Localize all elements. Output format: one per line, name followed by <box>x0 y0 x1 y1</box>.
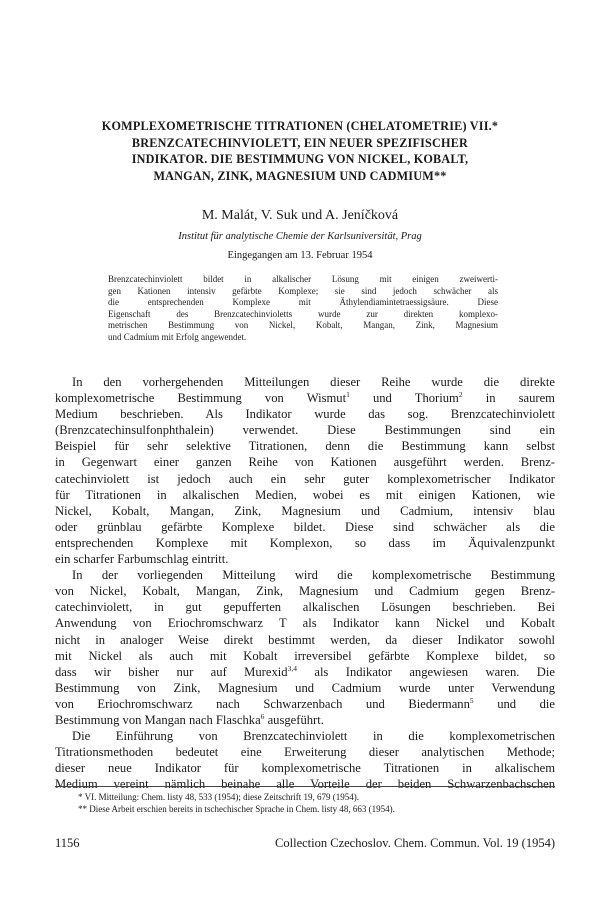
body-line: catechinviolett, in gut gepufferten alkalischen Lösungen beschrieben. Bei <box>55 600 555 615</box>
abstract-line: gen Kationen intensiv gefärbte Komplexe; sie sind jedoch schwächer als <box>108 285 498 296</box>
received-date: Eingegangen am 13. Februar 1954 <box>227 250 373 261</box>
body-line: nicht in analoger Weise direkt bestimmt werden, da dieser Indikator sowohl <box>55 632 555 647</box>
abstract-line: Eigenschaft des Brenzcatechinvioletts wurde zur direkten komplexo- <box>108 308 498 319</box>
text-run: Bestimmung von Mangan nach Flaschka <box>55 712 261 727</box>
title-line: KOMPLEXOMETRISCHE TITRATIONEN (CHELATOMETRIE) VII.* <box>101 119 499 133</box>
body-line: Medium vereint nämlich beinahe alle Vorteile der beiden Schwarzenbachschen <box>55 777 555 792</box>
body-line: In den vorhergehenden Mitteilungen dieser Reihe wurde die direkte <box>72 375 555 389</box>
body-line: Titrationsmethoden bedeutet eine Erweiterung dieser analytischen Methode; <box>55 745 555 760</box>
body-line: in Gegenwart einer ganzen Reihe von Kationen ausgeführt werden. Brenz- <box>55 455 555 470</box>
title-line: BRENZCATECHINVIOLETT, EIN NEUER SPEZIFISCHER <box>131 135 469 150</box>
text-run: in saurem <box>462 391 555 406</box>
body-line <box>55 390 555 406</box>
body-line <box>55 712 555 728</box>
body-line: Medium beschrieben. Als Indikator wurde das sog. Brenzcatechinviolett <box>55 407 555 422</box>
body-line: Die Einführung von Brenzcatechinviolett in die komplexometrischen <box>72 729 555 744</box>
footnote: ** Diese Arbeit erschien bereits in tschechischer Sprache in Chem. listy 48, 663 (1954). <box>78 804 395 814</box>
body-line: von Nickel, Kobalt, Mangan, Zink, Magnesium und Cadmium gegen Brenz- <box>55 584 555 599</box>
title-line: INDIKATOR. DIE BESTIMMUNG VON NICKEL, KOBALT, <box>131 152 469 166</box>
abstract-line: metrischen Bestimmung von Nickel, Kobalt, Mangan, Zink, Magnesium <box>108 320 498 330</box>
authors: M. Malát, V. Suk und A. Jeníčková <box>201 208 399 223</box>
abstract <box>108 274 498 343</box>
footnotes <box>78 791 548 815</box>
reference-sup: 5 <box>469 695 474 705</box>
body-line: oder grünblau gefärbte Komplexe bildet. Diese sind schwächer als die <box>55 519 555 534</box>
body-line: dieser neue Indikator für komplexometrische Titrationen in alkalischem <box>55 761 555 776</box>
body-line: ein scharfer Farbumschlag eintritt. <box>55 552 229 567</box>
text-run: ausgeführt. <box>264 712 324 727</box>
body-line: Anwendung von Eriochromschwarz T als Indikator kann Nickel und Kobalt <box>55 616 555 631</box>
text-run: und die <box>473 696 555 711</box>
reference-sup: 2 <box>458 390 463 400</box>
text-run: von Eriochromschwarz nach Schwarzenbach und Biedermann <box>55 696 470 711</box>
title-line: MANGAN, ZINK, MAGNESIUM UND CADMIUM** <box>153 168 447 183</box>
reference-sup: 6 <box>260 711 265 721</box>
text-run: als Indikator angewiesen waren. Die <box>296 664 555 679</box>
reference-sup: 3,4 <box>287 663 297 673</box>
body-line <box>55 696 555 712</box>
body-line: Beispiel für sehr selektive Titrationen, denn die Bestimmung kann selbst <box>55 439 555 454</box>
text-run: dass wir bisher nur auf Murexid <box>55 664 288 679</box>
text-run: komplexometrische Bestimmung von Wismut <box>55 391 347 406</box>
journal-citation: Collection Czechoslov. Chem. Commun. Vol. 19 (1954) <box>275 836 555 850</box>
body-line: In der vorliegenden Mitteilung wird die komplexometrische Bestimmung <box>72 568 555 583</box>
body-line: für Titrationen in alkalischen Medien, wobei es mit einigen Kationen, wie <box>55 487 555 502</box>
abstract-line: und Cadmium mit Erfolg angewendet. <box>108 331 247 342</box>
body-line <box>55 664 555 680</box>
body-line: (Brenzcatechinsulfonphthalein) verwendet. Diese Bestimmungen sind ein <box>55 423 555 438</box>
body-line: mit Nickel als auch mit Kobalt irreversibel gefärbte Komplexe bildet, so <box>55 648 555 663</box>
body-line: catechinviolett ist jedoch auch ein sehr guter komplexometrischer Indikator <box>55 471 555 486</box>
footnote-divider <box>55 786 555 787</box>
body-text <box>55 374 555 792</box>
body-line: Bestimmung von Zink, Magnesium und Cadmium wurde unter Verwendung <box>55 680 555 695</box>
reference-sup: 1 <box>346 390 350 400</box>
body-line: entsprechenden Komplexe mit Komplexon, so dass im Äquivalenzpunkt <box>55 535 555 550</box>
text-run: und Thorium <box>349 391 459 406</box>
body-line: Nickel, Kobalt, Mangan, Zink, Magnesium und Cadmium, intensiv blau <box>55 503 555 518</box>
abstract-line: die entsprechenden Komplexe mit Äthylendiamintetraessigsäure. Diese <box>108 297 498 307</box>
affiliation: Institut für analytische Chemie der Karlsuniversität, Prag <box>178 231 422 242</box>
page-number: 1156 <box>55 836 80 850</box>
abstract-line: Brenzcatechinviolett bildet in alkalischer Lösung mit einigen zweiwerti- <box>108 274 498 284</box>
footnote: * VI. Mitteilung: Chem. listy 48, 533 (1954); diese Zeitschrift 19, 679 (1954). <box>78 792 360 802</box>
article-title <box>70 118 530 184</box>
